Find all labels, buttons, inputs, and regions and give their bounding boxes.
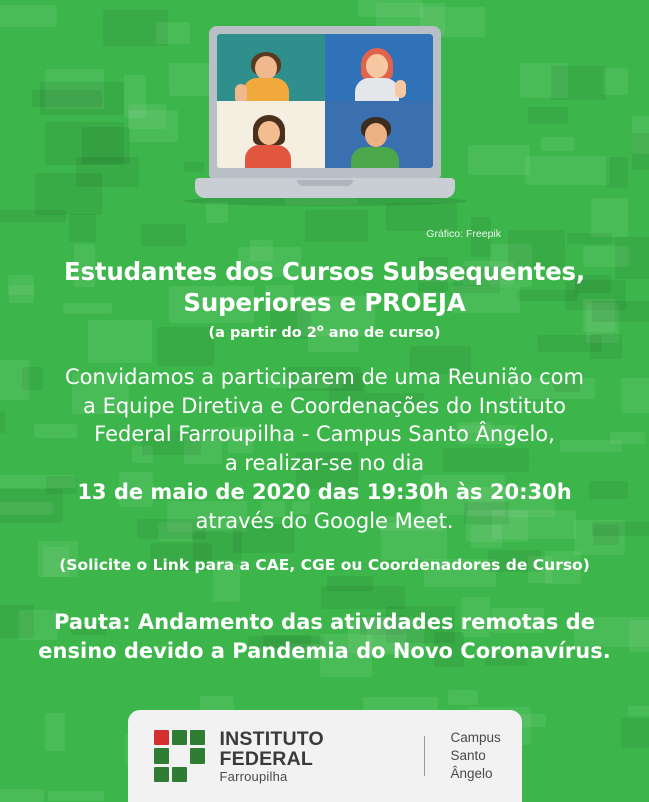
hand-icon [395, 80, 406, 98]
torso-icon [243, 78, 289, 101]
subheadline-ordinal: o [316, 322, 324, 334]
agenda-line-1: Pauta: Andamento das atividades remotas de [54, 610, 595, 635]
footer-logo-bar [128, 710, 522, 802]
institute-unit: Farroupilha [219, 768, 288, 784]
image-credit: Gráfico: Freepik [426, 228, 501, 240]
footer-divider [424, 736, 425, 776]
body-line-1: Convidamos a participarem de uma Reunião com [65, 364, 584, 389]
video-grid [217, 34, 433, 168]
headline-line-1: Estudantes dos Cursos Subsequentes, [63, 257, 586, 286]
subheadline-pre: (a partir do 2 [208, 324, 317, 341]
subheadline [0, 323, 649, 341]
campus-line-1: Campus [450, 730, 501, 746]
headline-line-2: Superiores e PROEJA [183, 288, 466, 318]
campus-label [451, 729, 522, 782]
participant-tile-1 [217, 34, 325, 101]
page-title [0, 256, 649, 319]
body-copy [0, 363, 649, 537]
body-line-2: a Equipe Diretiva e Coordenações do Instituto [83, 393, 566, 418]
torso-icon [351, 147, 399, 168]
subheadline-post: ano de curso) [323, 324, 441, 341]
head-icon [366, 54, 388, 78]
body-line-6: através do Google Meet. [195, 509, 454, 534]
instituto-federal-logo-icon [154, 730, 206, 782]
body-line-3: Federal Farroupilha - Campus Santo Ângelo, [94, 422, 555, 447]
agenda-line-2: ensino devido a Pandemia do Novo Coronavírus. [38, 638, 611, 663]
agenda-text [0, 608, 649, 665]
participant-tile-3 [217, 101, 325, 168]
video-call-laptop-illustration [195, 26, 455, 226]
head-icon [365, 123, 387, 147]
laptop-screen [209, 26, 441, 178]
event-datetime: 13 de maio de 2020 das 19:30h às 20:30h [77, 480, 572, 505]
link-request-note: (Solicite o Link para a CAE, CGE ou Coordenadores de Curso) [59, 556, 590, 575]
participant-tile-4 [325, 101, 433, 168]
torso-icon [245, 145, 291, 168]
participant-tile-2 [325, 34, 433, 101]
hand-icon [235, 84, 247, 101]
laptop-notch [297, 180, 353, 186]
head-icon [258, 121, 280, 145]
body-line-4: a realizar-se no dia [224, 451, 425, 476]
institute-name: INSTITUTO FEDERAL [219, 727, 324, 771]
torso-icon [355, 78, 399, 101]
head-icon [255, 56, 277, 80]
institute-wordmark [220, 729, 398, 784]
campus-line-2: Santo Ângelo [450, 748, 493, 781]
